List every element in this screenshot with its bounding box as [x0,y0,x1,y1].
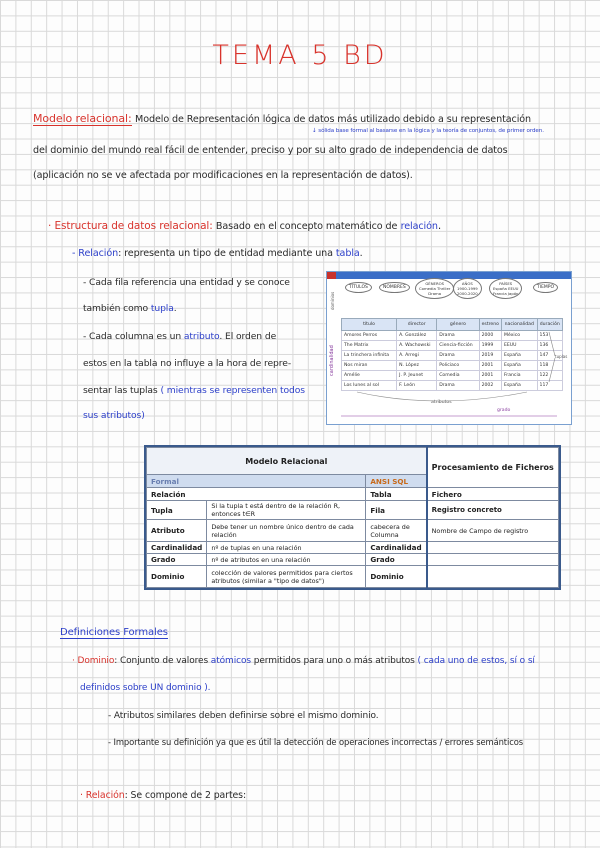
bubble-titulos: TÍTULOS [345,282,372,293]
modelo-paragraph [33,112,531,125]
dominio-line1 [72,656,535,666]
fila-l2b: tupla [150,303,174,314]
modelo-line1: Modelo de Representación lógica de datos más utilizado debido a su representación [135,114,532,125]
diagram-cell: Amélie [342,371,397,381]
relacion-term: - Relación [72,248,119,259]
relacion-def-term: · Relación [80,790,125,801]
bubble-anos: AÑOS 1900-1999 2000-2020 [453,278,482,299]
diagram-cell: 153 [537,331,562,341]
diagram-cell: Policiaco [437,361,479,371]
table-row [147,542,559,554]
rel-fich [427,554,559,566]
rel-sql: Fila [366,501,427,520]
page-title: TEMA 5 BD [212,40,388,71]
diagram-cell: 2001 [479,371,501,381]
diagram-cell: 136 [537,341,562,351]
columna-l3a: sentar las tuplas [83,385,158,396]
estructura-term: · Estructura de datos relacional: [48,220,213,232]
table-row [147,501,559,520]
rel-desc: nº de tuplas en una relación [207,542,366,554]
diagram-cell: J. P. Jeunet [397,371,437,381]
fila-line1: - Cada fila referencia una entidad y se conoce [83,277,290,288]
columna-l1b: atributo [183,331,220,342]
rel-sub-ansi: ANSI SQL [366,475,427,488]
relacion-text-b: tabla [335,248,360,259]
fila-line2 [83,303,177,314]
rel-formal: Cardinalidad [147,542,207,554]
dominios-label: dominios [330,291,335,310]
diagram-cell: Drama [437,381,479,391]
rel-fich [427,566,559,588]
rel-formal: Relación [147,488,366,501]
diagram-cell: Drama [437,331,479,341]
rel-desc: Si la tupla t está dentro de la relación R, entonces t∈R [207,501,366,520]
dominio-point1: - Atributos similares deben definirse sobre el mismo dominio. [108,711,379,721]
dominio-text-c: permitidos para uno o más atributos [253,656,415,666]
table-row [147,488,559,501]
rel-formal: Tupla [147,501,207,520]
diagram-cell: 122 [537,371,562,381]
table-row [147,566,559,588]
grado-label: grado [497,408,511,413]
table-row [147,554,559,566]
diagram-cell: Ciencia-ficción [437,341,479,351]
relacion-def-text: : Se compone de 2 partes: [124,790,247,801]
atributos-label: atributos [431,400,452,405]
diagram-cell: The Matrix [342,341,397,351]
rel-formal: Grado [147,554,207,566]
diagram-cell: N. López [397,361,437,371]
rel-sql: Cardinalidad [366,542,427,554]
estructura-line [48,220,441,232]
columna-line1 [83,331,276,342]
relacion-line [72,248,363,259]
dominio-text-d: ( cada uno de estos, sí o sí [417,656,535,666]
rel-sql: Dominio [366,566,427,588]
diagram-cell: F. León [397,381,437,391]
diagram-header: estreno [479,319,501,331]
rel-sql: Grado [366,554,427,566]
rel-desc: Debe tener un nombre único dentro de cada relación [207,520,366,542]
relation-diagram [326,271,572,425]
rel-desc: nº de atributos en una relación [207,554,366,566]
diagram-cell: 117 [537,381,562,391]
diagram-cell: 147 [537,351,562,361]
dominio-text-a: : Conjunto de valores [114,656,209,666]
relacion-def-line [80,790,246,801]
dominio-point2: - Importante su definición ya que es útil la detección de operaciones incorrectas / errores semánticos [108,737,524,747]
relational-model-table [144,445,561,594]
diagram-cell: España [502,381,538,391]
diagram-header: duración [537,319,562,331]
columna-l1a: - Cada columna es un [83,331,182,342]
rel-fich: Nombre de Campo de registro [427,520,559,542]
diagram-header: director [397,319,437,331]
bubble-nombres: NOMBRES [379,282,410,293]
bubble-generos: GÉNEROS Comedia Thriller Drama [415,278,454,299]
diagram-header: título [342,319,397,331]
diagram-cell: 118 [537,361,562,371]
modelo-note: ↓ sólida base formal al basarse en la lógica y la teoría de conjuntos, de primer orden. [312,128,544,134]
diagram-cell: 1999 [479,341,501,351]
fila-l2c: . [173,303,177,314]
rel-fich: Registro concreto [427,501,559,520]
dominio-term: · Dominio [72,656,115,666]
columna-line2: estos en la tabla no influye a la hora de repre- [83,358,292,369]
fila-l2a: también como [83,303,149,314]
rel-head-right: Procesamiento de Ficheros [427,448,559,488]
diagram-cell: A. Arregi [397,351,437,361]
diagram-cell: 2019 [479,351,501,361]
diagram-cell: 2001 [479,361,501,371]
diagram-cell: España [502,361,538,371]
modelo-term: Modelo relacional: [33,112,132,125]
diagram-cell: A. González [397,331,437,341]
diagram-cell: Los lunes al sol [342,381,397,391]
rel-fich: Fichero [427,488,559,501]
diagram-cell: Drama [437,351,479,361]
cardinalidad-label: cardinalidad [329,345,335,376]
diagram-header: género [437,319,479,331]
columna-line4: sus atributos) [83,410,145,421]
diagram-cell: 2000 [479,331,501,341]
bubble-tiempo: TIEMPO [533,282,558,293]
modelo-line2: del dominio del mundo real fácil de entender, preciso y por su alto grado de independencia de datos [33,145,508,156]
columna-line3 [83,385,305,396]
columna-l3b: ( mientras se representen todos [160,385,305,396]
diagram-cell: España [502,351,538,361]
definiciones-heading: Definiciones Formales [60,627,168,638]
tuplas-label: tuplas [555,354,568,359]
rel-formal: Dominio [147,566,207,588]
diagram-cell: Comedia [437,371,479,381]
estructura-text-a: Basado en el concepto matemático de [215,221,398,232]
rel-desc: colección de valores permitidos para ciertos atributos (similar a "tipo de datos") [207,566,366,588]
bubble-paises: PAÍSES España EEUU Francia Japón [489,278,522,299]
diagram-cell: La trinchera infinita [342,351,397,361]
rel-sub-formal: Formal [147,475,366,488]
relacion-text-c: . [359,248,363,259]
rel-sql: cabecera de Columna [366,520,427,542]
rel-sql: Tabla [366,488,427,501]
dominio-text-b: atómicos [210,656,251,666]
diagram-cell: México [502,331,538,341]
table-row [147,520,559,542]
estructura-text-b: relación [400,221,438,232]
diagram-cell: EEUU [502,341,538,351]
estructura-text-c: . [437,220,442,232]
modelo-line3: (aplicación no se ve afectada por modificaciones en la representación de datos). [33,170,413,181]
diagram-arrows [327,272,571,424]
diagram-cell: 2002 [479,381,501,391]
rel-head-left: Modelo Relacional [147,448,427,475]
diagram-cell: Nos miran [342,361,397,371]
diagram-header: nacionalidad [502,319,538,331]
diagram-cell: Francia [502,371,538,381]
diagram-cell: A. Wachowski [397,341,437,351]
relacion-text-a: : representa un tipo de entidad mediante una [118,248,333,259]
rel-fich [427,542,559,554]
rel-formal: Atributo [147,520,207,542]
columna-l1c: . El orden de [219,331,277,342]
diagram-cell: Amores Perros [342,331,397,341]
dominio-line2: definidos sobre UN dominio ). [80,683,211,693]
